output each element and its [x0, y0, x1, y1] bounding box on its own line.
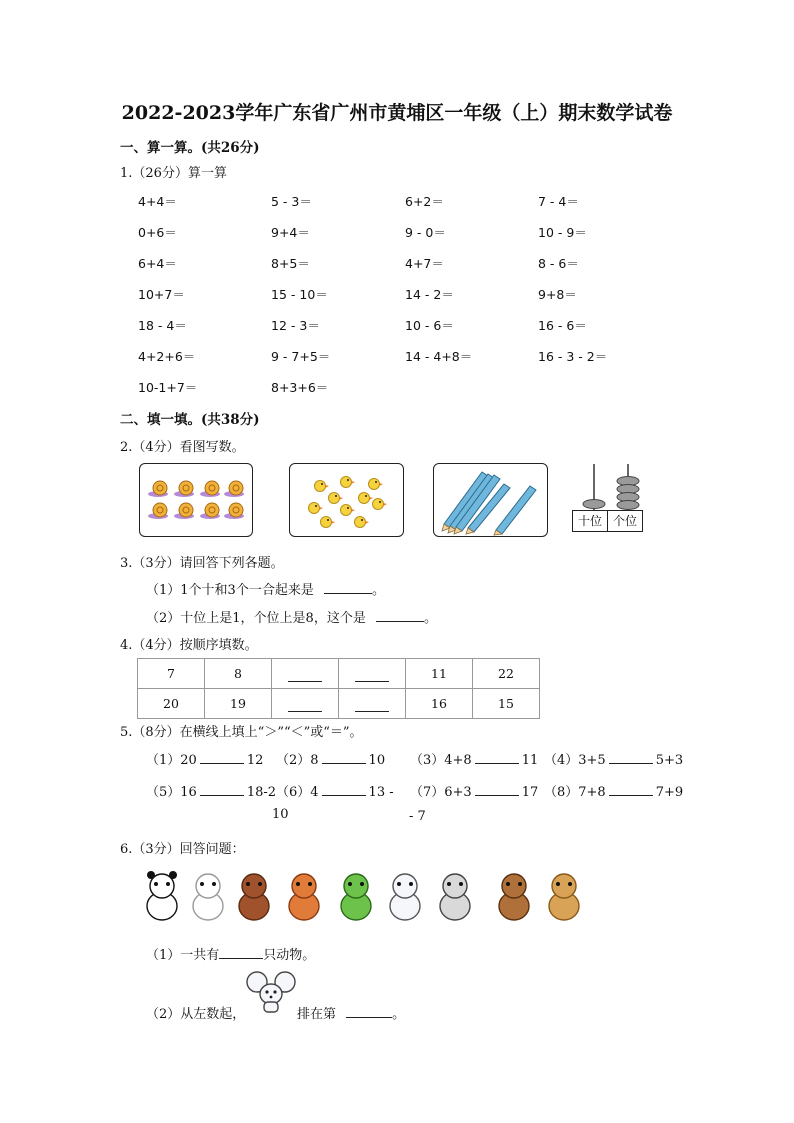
snails-picture [139, 463, 253, 537]
calc-item: 9 - 0＝ [405, 225, 446, 240]
calc-item: 12 - 3＝ [271, 318, 320, 333]
snail-icons [140, 464, 252, 536]
q5-label: 5.（8分）在横线上填上“＞”“＜”或“＝”。 [120, 725, 363, 740]
squirrel-icon [279, 866, 329, 926]
q3-label: 3.（3分）请回答下列各题。 [120, 556, 284, 571]
q5-item6-wrap: 10 [272, 807, 289, 822]
seq-cell: 15 [473, 689, 540, 719]
q6-part1-pre: （1）一共有 [146, 948, 220, 963]
compare-item [544, 781, 683, 800]
q3-part1-period: 。 [371, 583, 385, 598]
calc-item: 18 - 4＝ [138, 318, 187, 333]
monkey-icon [489, 866, 539, 926]
compare-right: 11 [521, 753, 539, 768]
q3-part2-blank[interactable] [376, 609, 424, 622]
calc-item: 16 - 6＝ [538, 318, 587, 333]
chicks-picture [289, 463, 404, 537]
calc-item: 9+4＝ [271, 225, 310, 240]
compare-item [276, 749, 385, 768]
calc-item: 4+7＝ [405, 256, 444, 271]
seq-blank-cell[interactable] [272, 659, 339, 689]
seq-blank-cell[interactable] [272, 689, 339, 719]
q4-label: 4.（4分）按顺序填数。 [120, 638, 258, 653]
q3-part2-period: 。 [423, 611, 437, 626]
compare-item [146, 749, 263, 768]
compare-right: 5+3 [655, 753, 684, 768]
calc-item: 6+2＝ [405, 194, 444, 209]
compare-item [410, 749, 538, 768]
compare-blank[interactable] [322, 783, 366, 796]
compare-right: 17 [521, 785, 539, 800]
seq-cell: 22 [473, 659, 540, 689]
compare-left: （5）16 [146, 785, 197, 800]
calc-item: 10-1+7＝ [138, 380, 198, 395]
compare-blank[interactable] [200, 783, 244, 796]
calc-item: 9 - 7+5＝ [271, 349, 331, 364]
compare-left: （7）6+3 [410, 785, 472, 800]
compare-right: 12 [246, 753, 264, 768]
calc-item: 10 - 9＝ [538, 225, 587, 240]
rabbit-icon [183, 866, 233, 926]
q5-item7-wrap: - 7 [409, 809, 426, 824]
calc-item: 14 - 4+8＝ [405, 349, 473, 364]
calc-item: 8 - 6＝ [538, 256, 579, 271]
q1-label: 1.（26分）算一算 [120, 166, 227, 181]
compare-blank[interactable] [609, 751, 653, 764]
ones-place-label: 个位 [607, 510, 643, 532]
q3-part1 [146, 579, 385, 598]
calc-item: 7 - 4＝ [538, 194, 579, 209]
q6-part1-post: 只动物。 [263, 948, 316, 963]
calc-item: 0+6＝ [138, 225, 177, 240]
compare-blank[interactable] [475, 783, 519, 796]
section2-heading: 二、填一填。(共38分) [120, 412, 260, 428]
cat-icon [430, 866, 480, 926]
seq-cell: 8 [205, 659, 272, 689]
q6-part2 [297, 1003, 405, 1022]
compare-right: 18-2 [246, 785, 277, 800]
compare-left: （2）8 [276, 753, 319, 768]
calc-item: 8+3+6＝ [271, 380, 329, 395]
q6-part2-period: 。 [392, 1007, 406, 1022]
q6-part1 [146, 944, 315, 963]
compare-item [276, 781, 394, 800]
tens-place-label: 十位 [572, 510, 608, 532]
page-title: 2022-2023学年广东省广州市黄埔区一年级（上）期末数学试卷 [121, 102, 673, 124]
frog-icon [331, 866, 381, 926]
q3-part2 [146, 607, 437, 626]
calc-item: 4+2+6＝ [138, 349, 196, 364]
compare-left: （8）7+8 [544, 785, 606, 800]
q6-part2-pre: （2）从左数起， [146, 1007, 246, 1022]
calc-item: 9+8＝ [538, 287, 577, 302]
sequence-row-2 [138, 689, 540, 719]
calc-item: 10+7＝ [138, 287, 185, 302]
q3-part1-blank[interactable] [324, 581, 372, 594]
compare-item [544, 749, 683, 768]
calc-item: 15 - 10＝ [271, 287, 328, 302]
pencil-icons [434, 464, 547, 536]
abacus [570, 460, 650, 510]
seq-cell: 7 [138, 659, 205, 689]
compare-blank[interactable] [475, 751, 519, 764]
seq-blank-cell[interactable] [339, 659, 406, 689]
compare-item [410, 781, 538, 800]
calc-item: 5 - 3＝ [271, 194, 312, 209]
horse-icon [229, 866, 279, 926]
compare-right: 13 - [368, 785, 394, 800]
calc-item: 16 - 3 - 2＝ [538, 349, 608, 364]
panda-icon [137, 866, 187, 926]
q3-part1-text: （1）1个十和3个一合起来是 [146, 583, 314, 598]
compare-right: 7+9 [655, 785, 684, 800]
calc-item: 6+4＝ [138, 256, 177, 271]
compare-left: （3）4+8 [410, 753, 472, 768]
seq-cell: 11 [406, 659, 473, 689]
compare-blank[interactable] [609, 783, 653, 796]
q6-part1-blank[interactable] [219, 946, 263, 959]
q3-part2-text: （2）十位上是1，个位上是8，这个是 [146, 611, 366, 626]
compare-left: （1）20 [146, 753, 197, 768]
sequence-row-1 [138, 659, 540, 689]
q6-part2-post: 排在第 [297, 1007, 337, 1022]
q2-label: 2.（4分）看图写数。 [120, 440, 245, 455]
dog-icon [539, 866, 589, 926]
compare-left: （6）4 [276, 785, 319, 800]
compare-blank[interactable] [322, 751, 366, 764]
seq-cell: 20 [138, 689, 205, 719]
section1-heading: 一、算一算。(共26分) [120, 140, 260, 156]
q6-label: 6.（3分）回答问题： [120, 842, 245, 857]
sequence-table [137, 658, 540, 719]
q6-part2-blank[interactable] [346, 1005, 392, 1018]
calc-item: 10 - 6＝ [405, 318, 454, 333]
compare-right: 10 [368, 753, 386, 768]
chick-icons [290, 464, 403, 536]
compare-blank[interactable] [200, 751, 244, 764]
seq-blank-cell[interactable] [339, 689, 406, 719]
calc-item: 14 - 2＝ [405, 287, 454, 302]
calc-item: 4+4＝ [138, 194, 177, 209]
mouse-icon [380, 866, 430, 926]
pencils-picture [433, 463, 548, 537]
mouse-icon [245, 968, 297, 1014]
compare-item [146, 781, 276, 800]
compare-left: （4）3+5 [544, 753, 606, 768]
seq-cell: 19 [205, 689, 272, 719]
seq-cell: 16 [406, 689, 473, 719]
calc-item: 8+5＝ [271, 256, 310, 271]
